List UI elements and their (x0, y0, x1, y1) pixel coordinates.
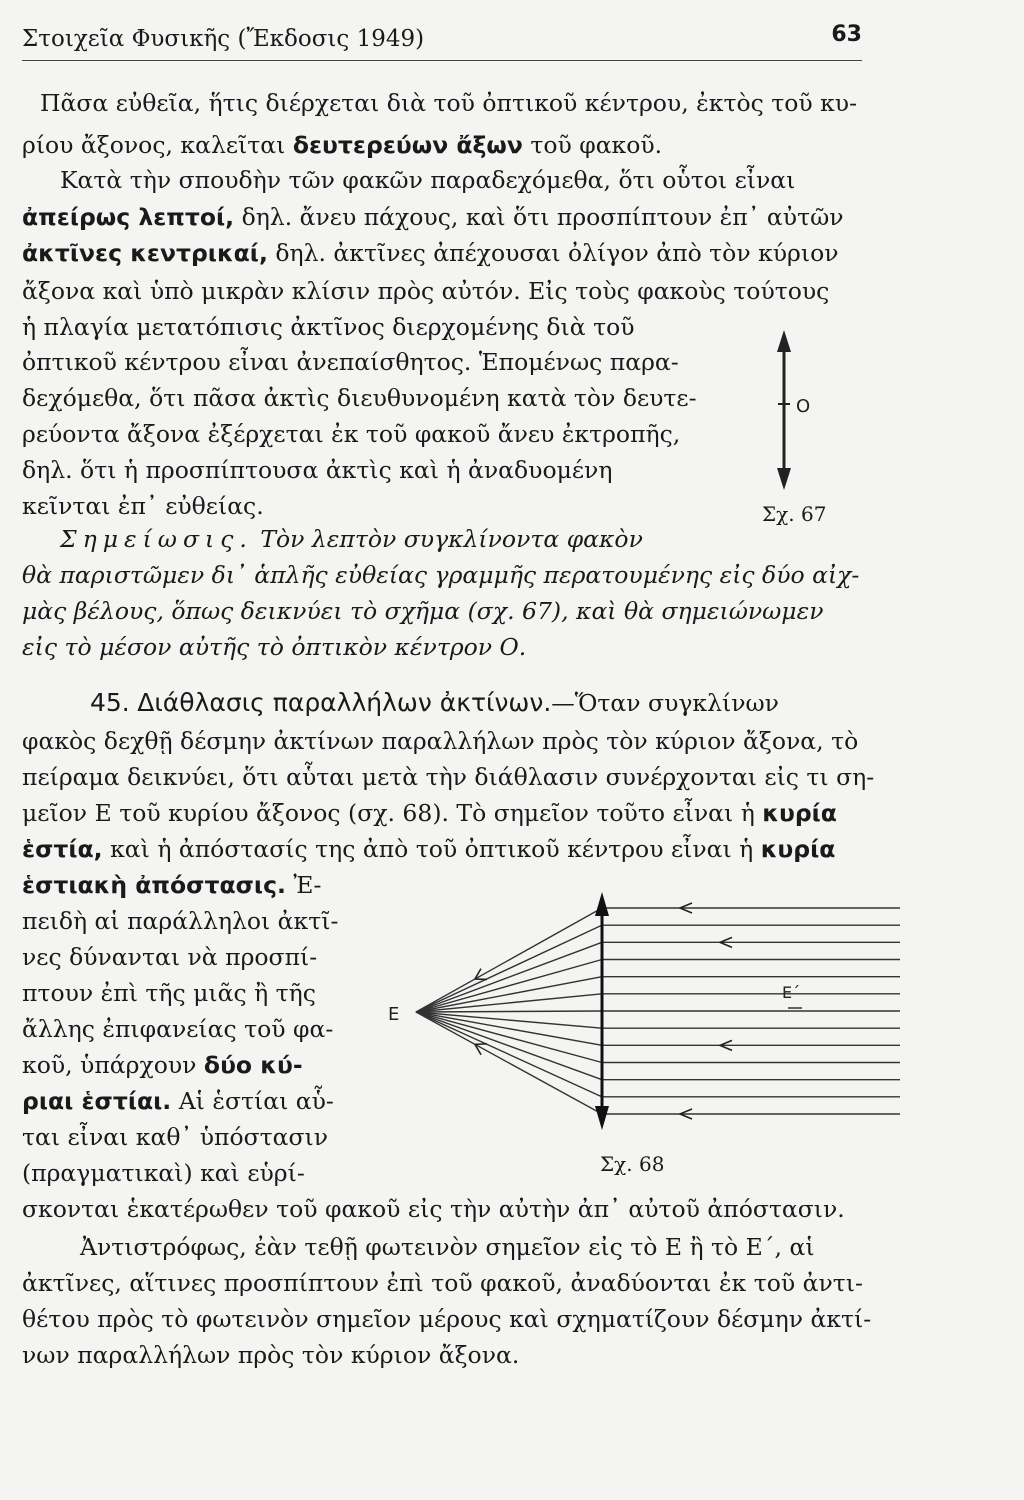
lens-bottom-arrowhead (595, 1106, 609, 1130)
text-line: νων παραλλήλων πρὸς τὸν κύριον ἄξονα. (22, 1341, 520, 1369)
text-line: πειδὴ αἱ παράλληλοι ἀκτῖ- (22, 907, 339, 935)
refracted-ray (416, 1012, 602, 1080)
text-line: κεῖνται ἐπ᾽ εὐθείας. (22, 492, 264, 520)
refracted-ray (416, 1011, 602, 1012)
running-title: Στοιχεῖα Φυσικῆς (Ἔκδοσις 1949) (22, 26, 425, 52)
text-line: δηλ. ὅτι ἡ προσπίπτουσα ἀκτὶς καὶ ἡ ἀναδυομένη (22, 456, 613, 484)
text-line: πείραμα δεικνύει, ὅτι αὗται μετὰ τὴν διάθλασιν συνέρχονται εἰς τι ση- (22, 763, 875, 791)
refracted-ray (416, 925, 602, 1012)
text-line: ἡ πλαγία μετατόπισις ἀκτῖνος διερχομένης διὰ τοῦ (22, 313, 635, 341)
text-line: ὀπτικοῦ κέντρου εἶναι ἀνεπαίσθητος. Ἑπομένως παρα- (22, 348, 679, 376)
refracted-ray (416, 1012, 602, 1045)
bold-term: κυρία (762, 799, 837, 827)
text-line: θὰ παριστῶμεν δι᾽ ἁπλῆς εὐθείας γραμμῆς περατουμένης εἰς δύο αἰχ- (22, 561, 860, 589)
page-header (22, 20, 862, 61)
text-line: ἀκτῖνες κεντρικαί, δηλ. ἀκτῖνες ἀπέχουσαι ὀλίγον ἀπὸ τὸν κύριον (22, 239, 839, 267)
bold-term: δύο κύ- (203, 1051, 303, 1079)
text-line: μεῖον Ε τοῦ κυρίου ἄξονος (σχ. 68). Τὸ σημεῖον τοῦτο εἶναι ἡ κυρία (22, 799, 837, 827)
bold-term: δευτερεύων ἄξων (292, 131, 523, 159)
lens-bottom-arrowhead (777, 468, 791, 490)
refracted-ray (416, 977, 602, 1012)
text-line: πτουν ἐπὶ τῆς μιᾶς ἢ τῆς (22, 979, 316, 1007)
bold-term: ἀπείρως λεπτοί, (22, 203, 235, 231)
text-line: ρίου ἄξονος, καλεῖται δευτερεύων ἄξων τοῦ φακοῦ. (22, 131, 663, 159)
text-line: ρεύοντα ἄξονα ἐξέρχεται ἐκ τοῦ φακοῦ ἄνευ ἐκτροπῆς, (22, 420, 681, 448)
text-line: θέτου πρὸς τὸ φωτεινὸν σημεῖον μέρους καὶ σχηματίζουν δέσμην ἀκτί- (22, 1305, 872, 1333)
figure-68-parallel-rays (380, 890, 920, 1150)
text-line: ἀκτῖνες, αἵτινες προσπίπτουν ἐπὶ τοῦ φακοῦ, ἀναδύονται ἐκ τοῦ ἀντι- (22, 1269, 863, 1297)
focus-label-E-prime: E΄ (782, 983, 801, 1002)
figure-68-caption: Σχ. 68 (600, 1152, 665, 1176)
refracted-ray (416, 960, 602, 1013)
text-line: ται εἶναι καθ᾽ ὑπόστασιν (22, 1123, 329, 1151)
bold-term: ριαι ἑστίαι. (22, 1087, 172, 1115)
bold-term: κυρία (760, 835, 836, 863)
text-line: δεχόμεθα, ὅτι πᾶσα ἀκτὶς διευθυνομένη κατὰ τὸν δευτε- (22, 384, 697, 412)
section-number: 45. (90, 688, 130, 717)
text-line: Πᾶσα εὐθεῖα, ἥτις διέρχεται διὰ τοῦ ὀπτικοῦ κέντρου, ἐκτὸς τοῦ κυ- (40, 89, 858, 117)
text-line: ἑστία, καὶ ἡ ἀπόστασίς της ἀπὸ τοῦ ὀπτικοῦ κέντρου εἶναι ἡ κυρία (22, 835, 836, 863)
page-number: 63 (831, 22, 862, 47)
figure-67-lens-symbol (760, 330, 820, 490)
text-line: (πραγματικαὶ) καὶ εὑρί- (22, 1159, 305, 1187)
text-line: Σημείωσις. Τὸν λεπτὸν συγκλίνοντα φακὸν (60, 525, 643, 553)
optical-center-label: O (796, 396, 811, 417)
lens-top-arrowhead (595, 892, 609, 916)
figure-67-caption: Σχ. 67 (762, 502, 827, 526)
text-line: ἀπείρως λεπτοί, δηλ. ἄνευ πάχους, καὶ ὅτι προσπίπτουν ἐπ᾽ αὐτῶν (22, 203, 844, 231)
text-line: ἄξονα καὶ ὑπὸ μικρὰν κλίσιν πρὸς αὐτόν. Εἰς τοὺς φακοὺς τούτους (22, 277, 830, 305)
text-line: Κατὰ τὴν σπουδὴν τῶν φακῶν παραδεχόμεθα, ὅτι οὗτοι εἶναι (60, 166, 796, 194)
bold-term: ἀκτῖνες κεντρικαί, (22, 239, 268, 267)
bold-term: ἑστία, (22, 835, 103, 863)
text-line: Ἀντιστρόφως, ἐὰν τεθῇ φωτεινὸν σημεῖον εἰς τὸ Ε ἢ τὸ Ε΄, αἱ (80, 1233, 815, 1261)
text-line: ριαι ἑστίαι. Αἱ ἑστίαι αὗ- (22, 1087, 334, 1115)
lens-top-arrowhead (777, 330, 791, 352)
refracted-ray (416, 942, 602, 1012)
section-heading: 45. Διάθλασις παραλλήλων ἀκτίνων.—Ὅταν συγκλίνων (90, 688, 779, 717)
text-line: μὰς βέλους, ὅπως δεικνύει τὸ σχῆμα (σχ. 67), καὶ θὰ σημειώνωμεν (22, 597, 824, 625)
focus-label-E: E (388, 1004, 400, 1025)
text-line: φακὸς δεχθῇ δέσμην ἀκτίνων παραλλήλων πρὸς τὸν κύριον ἄξονα, τὸ (22, 727, 859, 755)
text-line: κοῦ, ὑπάρχουν δύο κύ- (22, 1051, 303, 1079)
bold-term: ἑστιακὴ ἀπόστασις. (22, 871, 286, 899)
text-line: ἄλλης ἐπιφανείας τοῦ φα- (22, 1015, 334, 1043)
text-line: σκονται ἑκατέρωθεν τοῦ φακοῦ εἰς τὴν αὐτὴν ἀπ᾽ αὐτοῦ ἀπόστασιν. (22, 1195, 845, 1223)
text-line: ἑστιακὴ ἀπόστασις. Ἐ- (22, 871, 322, 899)
refracted-ray (416, 1012, 602, 1114)
text-line: νες δύνανται νὰ προσπί- (22, 943, 318, 971)
section-title: Διάθλασις παραλλήλων ἀκτίνων. (137, 688, 552, 717)
text-line: εἰς τὸ μέσον αὐτῆς τὸ ὀπτικὸν κέντρον Ο. (22, 633, 527, 661)
note-label: Σημείωσις. (60, 525, 253, 553)
